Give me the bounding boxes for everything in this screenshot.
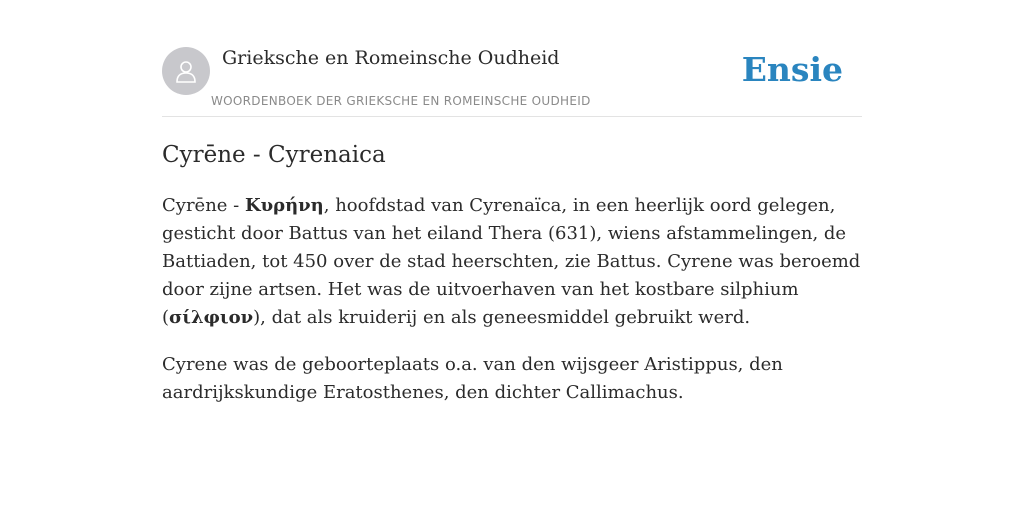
greek-name: Κυρήνη [244,195,324,216]
brand-logo-link[interactable]: Ensie [741,50,843,89]
headword: Cyrēne - [162,195,245,216]
site-title-link[interactable]: Grieksche en Romeinsche Oudheid [222,47,560,69]
greek-plant-name: σίλφιον [169,307,254,328]
person-silhouette-icon [173,58,199,84]
paragraph-text-b: ), dat als kruiderij en als geneesmiddel gebruikt werd. [253,307,751,328]
site-subtitle: WOORDENBOEK DER GRIEKSCHE EN ROMEINSCHE OUDHEID [211,94,591,108]
site-header [162,46,862,117]
paragraph-text-a: , hoofdstad van Cyrenaïca, in een heerlijk oord gelegen, gesticht door Battus van het eiland Thera (631), wiens afstammelingen, de Battiaden, tot 450 over de stad heerschten, zie Battus. Cyrene was beroemd door zijne artsen. Het was de uitvoerhaven van het kostbare silphium ( [162,195,861,328]
avatar[interactable] [162,47,210,95]
entry-paragraph-2: Cyrene was de geboorteplaats o.a. van den wijsgeer Aristippus, den aardrijkskundige Eratosthenes, den dichter Callimachus. [162,354,783,403]
entry-title: Cyrēne - Cyrenaica [162,142,386,168]
entry-paragraph-1 [162,192,862,332]
entry-body [162,192,862,426]
